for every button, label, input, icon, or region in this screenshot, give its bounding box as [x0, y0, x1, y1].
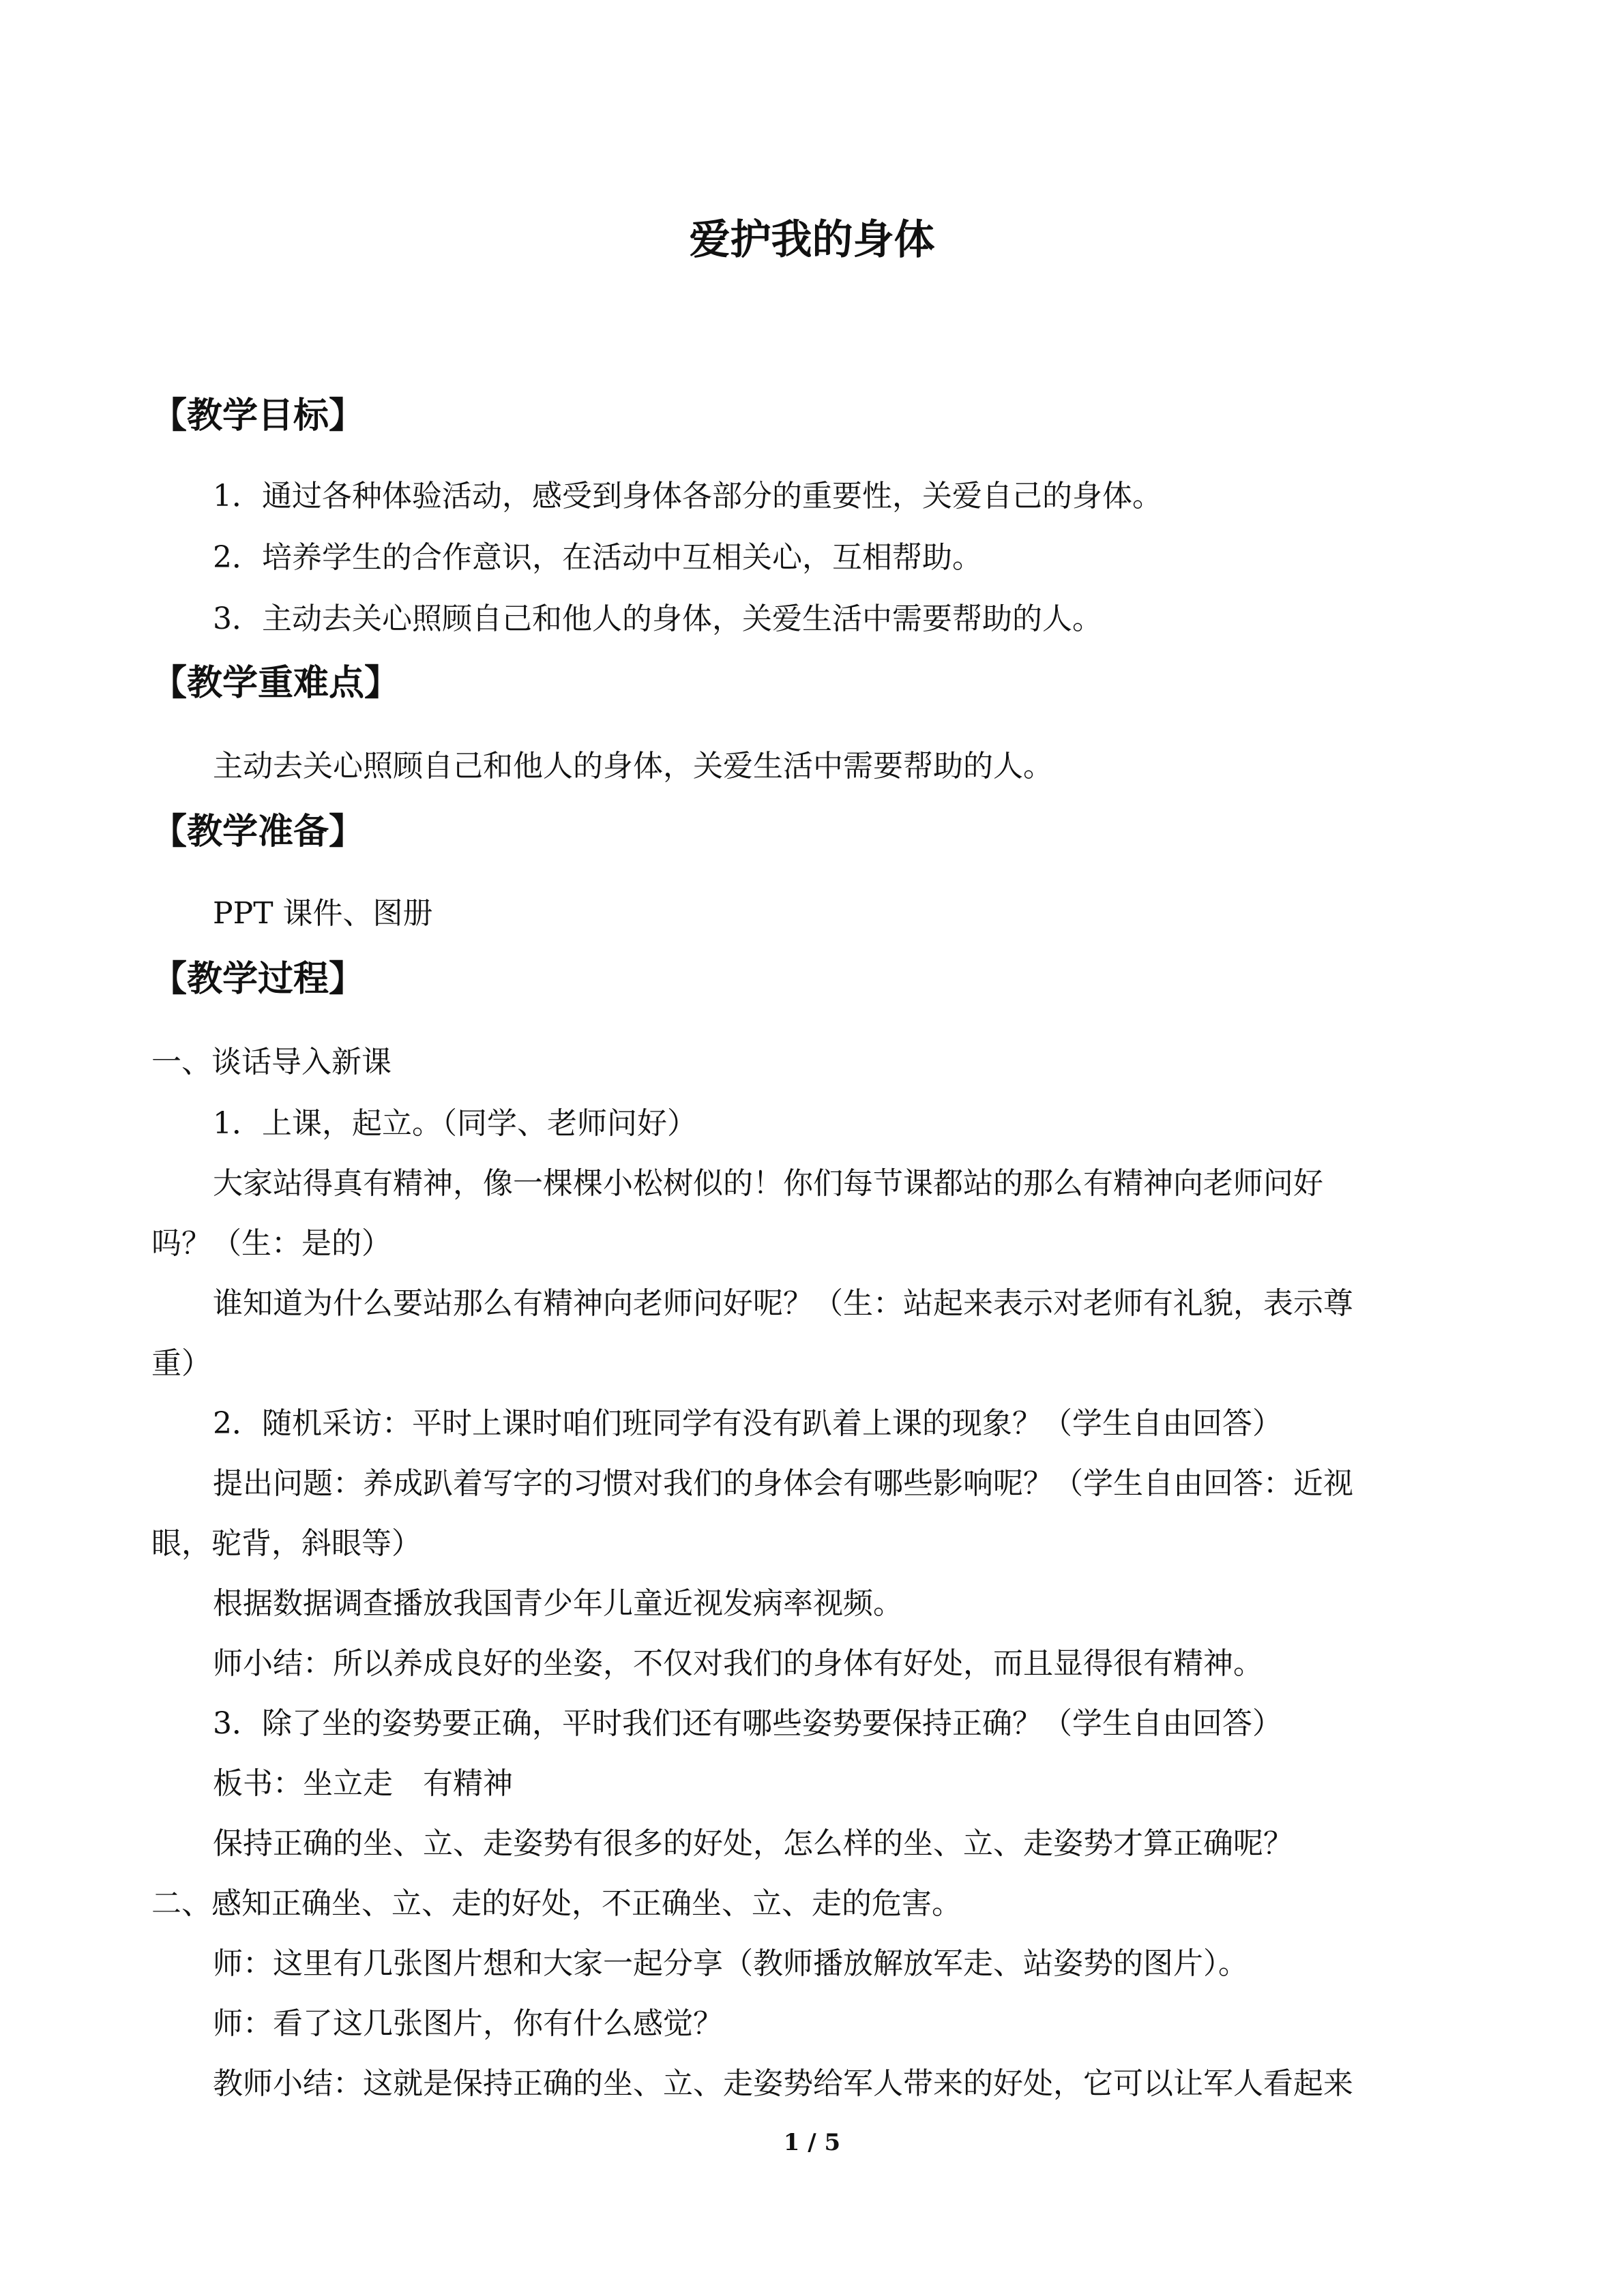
process-paragraph: 1．上课，起立。（同学、老师问好）	[213, 1106, 697, 1141]
process-paragraph-continuation: 重）	[151, 1346, 211, 1381]
objective-item-3: 3．主动去关心照顾自己和他人的身体，关爱生活中需要帮助的人。	[213, 601, 1102, 636]
key-points-text: 主动去关心照顾自己和他人的身体，关爱生活中需要帮助的人。	[213, 749, 1053, 784]
process-paragraph: 提出问题：养成趴着写字的习惯对我们的身体会有哪些影响呢？（学生自由回答：近视	[213, 1466, 1353, 1501]
process-paragraph: 师小结：所以养成良好的坐姿，不仅对我们的身体有好处，而且显得很有精神。	[213, 1646, 1263, 1681]
section-heading-key-points: 【教学重难点】	[151, 663, 400, 704]
page-number: 1 / 5	[783, 2129, 841, 2156]
process-paragraph: 师：看了这几张图片，你有什么感觉？	[213, 2006, 723, 2041]
section-heading-preparation: 【教学准备】	[151, 811, 365, 852]
objective-item-1: 1．通过各种体验活动，感受到身体各部分的重要性，关爱自己的身体。	[213, 479, 1162, 513]
process-paragraph: 大家站得真有精神，像一棵棵小松树似的！你们每节课都站的那么有精神向老师问好	[213, 1166, 1323, 1201]
process-part1-title: 一、谈话导入新课	[151, 1045, 392, 1079]
preparation-text: PPT 课件、图册	[213, 896, 433, 931]
process-paragraph: 保持正确的坐、立、走姿势有很多的好处，怎么样的坐、立、走姿势才算正确呢？	[213, 1826, 1293, 1861]
process-part2-title: 二、感知正确坐、立、走的好处，不正确坐、立、走的危害。	[151, 1886, 962, 1921]
process-paragraph: 师：这里有几张图片想和大家一起分享（教师播放解放军走、站姿势的图片）。	[213, 1946, 1248, 1981]
process-paragraph: 2．随机采访：平时上课时咱们班同学有没有趴着上课的现象？（学生自由回答）	[213, 1406, 1282, 1441]
document-title: 爱护我的身体	[689, 216, 935, 264]
objective-item-2: 2．培养学生的合作意识，在活动中互相关心，互相帮助。	[213, 540, 982, 575]
section-heading-objectives: 【教学目标】	[151, 396, 365, 436]
process-paragraph: 根据数据调查播放我国青少年儿童近视发病率视频。	[213, 1586, 903, 1621]
process-paragraph-continuation: 吗？（生：是的）	[151, 1226, 392, 1261]
process-paragraph: 教师小结：这就是保持正确的坐、立、走姿势给军人带来的好处，它可以让军人看起来	[213, 2066, 1353, 2101]
process-paragraph-continuation: 眼，驼背，斜眼等）	[151, 1526, 422, 1561]
process-paragraph: 3．除了坐的姿势要正确，平时我们还有哪些姿势要保持正确？（学生自由回答）	[213, 1706, 1282, 1741]
process-paragraph: 板书：坐立走 有精神	[213, 1766, 513, 1801]
section-heading-process: 【教学过程】	[151, 959, 365, 1000]
process-paragraph: 谁知道为什么要站那么有精神向老师问好呢？（生：站起来表示对老师有礼貌，表示尊	[213, 1286, 1353, 1321]
